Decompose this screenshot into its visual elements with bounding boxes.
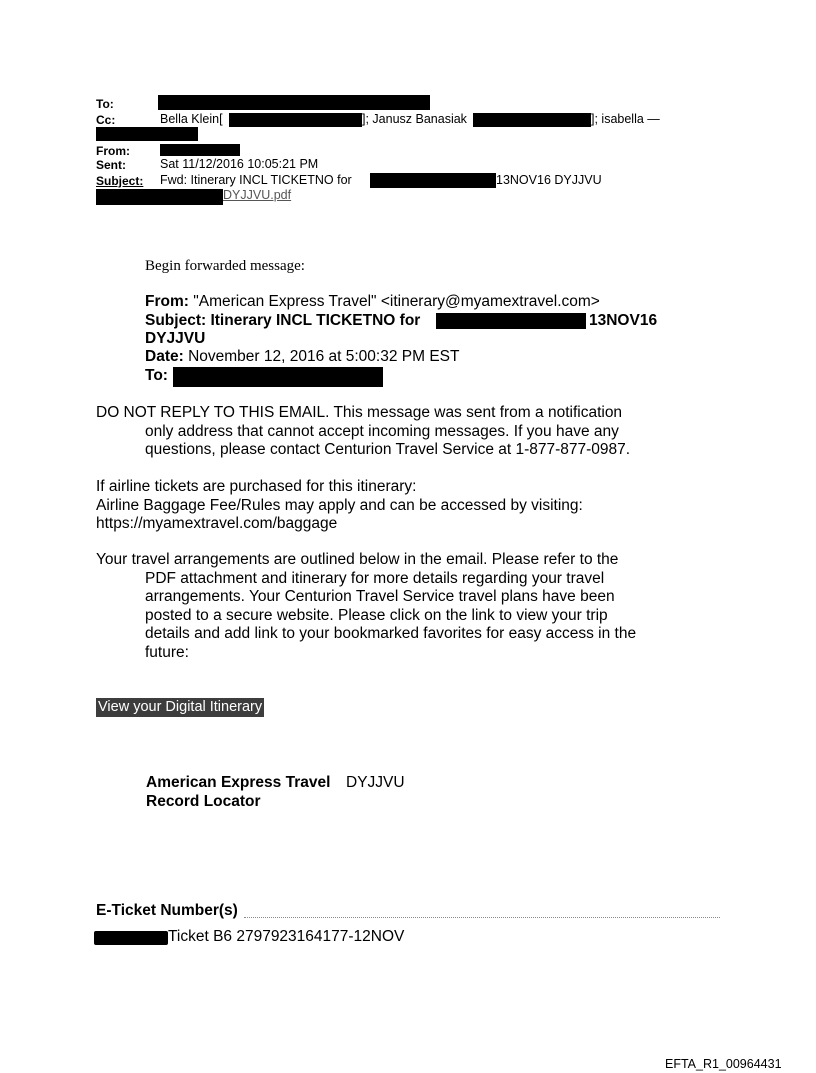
to-label: To:	[96, 97, 114, 111]
fw-date-value: November 12, 2016 at 5:00:32 PM EST	[188, 348, 460, 365]
forwarded-intro: Begin forwarded message:	[145, 258, 305, 274]
attachment-link[interactable]: DYJJVU.pdf	[223, 188, 292, 202]
document-id: EFTA_R1_00964431	[665, 1057, 782, 1071]
travel-line-5: details and add link to your bookmarked favorites for easy access in the	[145, 625, 637, 642]
airline-line-1: If airline tickets are purchased for this itinerary:	[96, 478, 417, 495]
sent-label: Sent:	[96, 158, 126, 172]
section-divider	[244, 917, 720, 918]
redaction-cc-3	[96, 127, 198, 141]
fw-subject-label: Subject:	[145, 312, 207, 329]
baggage-url: https://myamextravel.com/baggage	[96, 515, 338, 532]
view-itinerary-button[interactable]: View your Digital Itinerary	[98, 699, 263, 715]
fw-from-value: "American Express Travel" <itinerary@myamextravel.com>	[193, 293, 600, 310]
cc-part3: ]; isabella —	[591, 112, 660, 126]
locator-value: DYJJVU	[346, 774, 405, 791]
redaction-cc-2	[473, 113, 591, 127]
redaction-fw-subject	[436, 313, 586, 329]
notice-paragraph	[96, 404, 696, 460]
redaction-fw-to	[173, 367, 383, 387]
fw-from-label: From:	[145, 293, 189, 310]
travel-line-2: PDF attachment and itinerary for more details regarding your travel	[145, 569, 605, 587]
travel-line-4: posted to a secure website. Please click on the link to view your trip	[145, 606, 608, 624]
locator-label-line1: American Express Travel	[146, 774, 331, 791]
redaction-attachment	[96, 189, 223, 205]
notice-line-3: questions, please contact Centurion Travel Service at 1-877-877-0987.	[145, 441, 631, 458]
travel-paragraph	[96, 551, 696, 662]
travel-line-6: future:	[145, 643, 189, 661]
airline-line-2: Airline Baggage Fee/Rules may apply and can be accessed by visiting:	[96, 496, 583, 514]
redaction-to	[158, 95, 430, 110]
eticket-title: E-Ticket Number(s)	[96, 902, 238, 919]
subject-part1: Fwd: Itinerary INCL TICKETNO for	[160, 173, 352, 187]
travel-line-3: arrangements. Your Centurion Travel Service travel plans have been	[145, 588, 615, 605]
from-label: From:	[96, 144, 130, 158]
subject-label: Subject:	[96, 174, 144, 188]
redaction-subject	[370, 173, 496, 188]
fw-date-line	[145, 348, 459, 366]
sent-value: Sat 11/12/2016 10:05:21 PM	[160, 157, 319, 171]
redaction-from	[160, 144, 240, 156]
locator-label-line2: Record Locator	[146, 793, 261, 810]
fw-subject-line	[145, 312, 420, 330]
redaction-cc-1	[229, 113, 362, 127]
notice-line-2: only address that cannot accept incoming messages. If you have any	[145, 422, 619, 440]
fw-date-label: Date:	[145, 348, 184, 365]
cc-part2: ]; Janusz Banasiak	[362, 112, 467, 126]
redaction-passenger	[94, 931, 168, 945]
subject-part2: 13NOV16 DYJJVU	[496, 173, 602, 187]
cc-part1: Bella Klein[	[160, 112, 223, 126]
fw-subject-line2: DYJJVU	[145, 330, 206, 347]
notice-line-1: DO NOT REPLY TO THIS EMAIL. This message was sent from a notification	[96, 404, 623, 421]
fw-subject-part2: 13NOV16	[589, 312, 658, 329]
fw-subject-part1: Itinerary INCL TICKETNO for	[210, 312, 421, 329]
airline-paragraph	[96, 478, 696, 534]
fw-to-label: To:	[145, 367, 168, 384]
travel-line-1: Your travel arrangements are outlined below in the email. Please refer to the	[96, 551, 619, 568]
fw-from-line	[145, 293, 600, 311]
cc-label: Cc:	[96, 113, 116, 127]
eticket-number: Ticket B6 2797923164177-12NOV	[168, 928, 405, 945]
